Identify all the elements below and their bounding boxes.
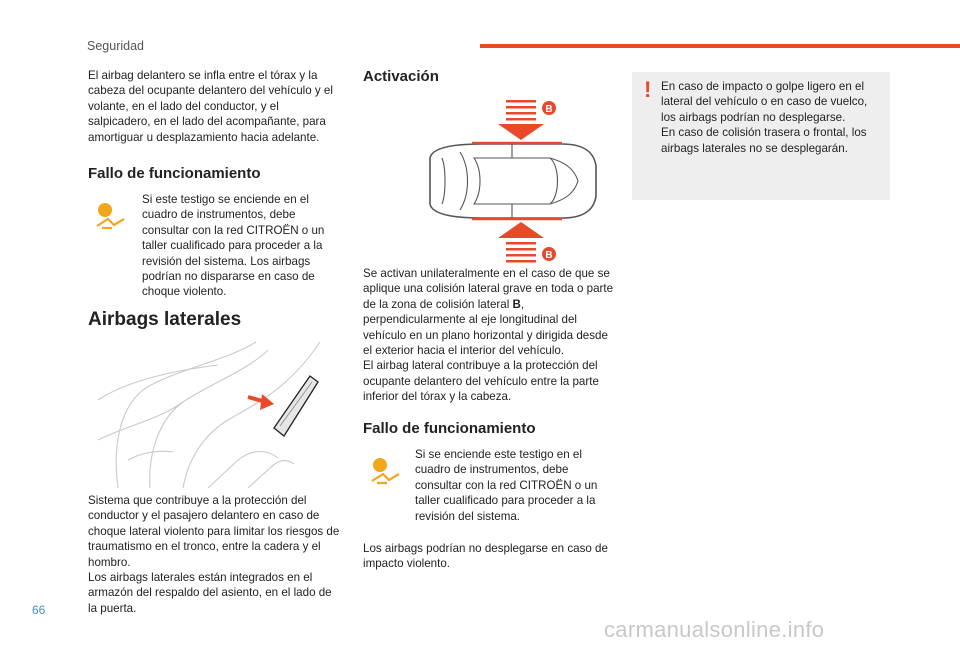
fallo-heading-1: Fallo de funcionamiento [88,165,261,182]
activacion-text [363,266,619,405]
fallo-text-1: Si este testigo se enciende en el cuadro de instrumentos, debe consultar con la red CITROËN o un taller cualificado para proceder a la revisión del sistema. Los airbags podrían no dispararse en caso de choque violento. [142,193,325,299]
watermark: carmanualsonline.info [604,617,825,642]
intro-paragraph: El airbag delantero se infla entre el tórax y la cabeza del ocupante delantero del vehículo y el volante, en el lado del conductor, y el salpicadero, en el lado del acompañante, para amortiguar u desplazamiento hacia adelante. [88,69,333,144]
activacion-text-2: El airbag lateral contribuye a la protección del ocupante delantero del vehículo entre la parte inferior del tórax y la cabeza. [363,359,599,404]
section-title: Seguridad [87,39,144,53]
page-number: 66 [32,603,46,617]
header-accent-bar [480,44,960,48]
svg-text:B: B [545,250,553,261]
laterales-heading: Airbags laterales [88,309,242,330]
activacion-text-1: Se activan unilateralmente en el caso de que se aplique una colisión lateral grave en toda o parte de la zona de colisión lateral B, perpendicularmente al eje longitudinal del vehículo en un plano horizontal y dirigida desde el exterior hacia el interior del vehículo. [363,267,614,358]
seat-airbag-illustration [88,340,328,488]
laterales-text-1: Sistema que contribuye a la protección del conductor y el pasajero delantero en caso de choque lateral violento para limitar los riesgos de traumatismo en el tronco, entre la cadera y el hombro. [88,494,340,569]
activacion-heading: Activación [363,68,439,85]
warning-exclamation-icon: ! [644,77,652,102]
final-note: Los airbags podrían no desplegarse en caso de impacto violento. [363,542,608,571]
svg-text:B: B [545,104,553,115]
warning-text [661,79,883,156]
car-side-impact-diagram [412,96,602,268]
laterales-text-2: Los airbags laterales están integrados en el armazón del respaldo del asiento, en el lado de la puerta. [88,571,332,615]
warning-text-1: En caso de impacto o golpe ligero en el lateral del vehículo o en caso de vuelco, los airbags podrían no desplegarse. [661,80,868,124]
airbag-warning-icon [369,456,403,486]
fallo-heading-2: Fallo de funcionamiento [363,420,536,437]
airbag-warning-icon [94,201,128,231]
fallo-text-2: Si se enciende este testigo en el cuadro de instrumentos, debe consultar con la red CITROËN o un taller cualificado para proceder a la revisión del sistema. [415,448,598,523]
warning-text-2: En caso de colisión trasera o frontal, los airbags laterales no se desplegarán. [661,126,867,155]
laterales-text [88,493,342,616]
